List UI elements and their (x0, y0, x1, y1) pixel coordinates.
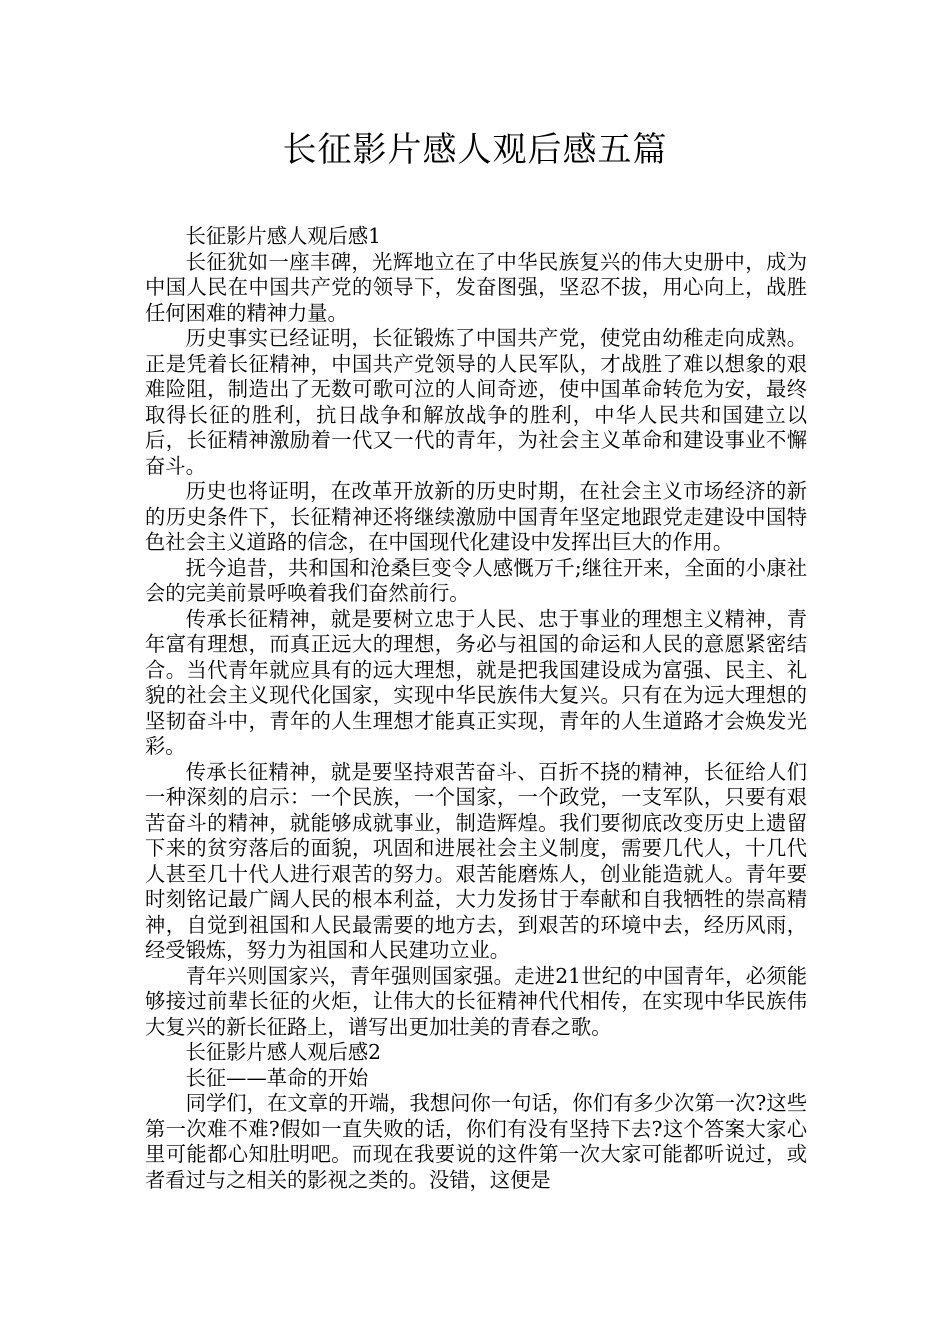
body-paragraph: 传承长征精神，就是要坚持艰苦奋斗、百折不挠的精神，长征给人们一种深刻的启示：一个民族，一个国家，一个政党，一支军队，只要有艰苦奋斗的精神，就能够成就事业，制造辉煌。我们要彻底改变历史上遗留下来的贫穷落后的面貌，巩固和进展社会主义制度，需要几代人，十几代人甚至几十代人进行艰苦的努力。艰苦能磨炼人，创业能造就人。青年要时刻铭记最广阔人民的根本利益，大力发扬甘于奉献和自我牺牲的崇高精神，自觉到祖国和人民最需要的地方去，到艰苦的环境中去，经历风雨，经受锻炼，努力为祖国和人民建功立业。 (145, 759, 807, 962)
body-paragraph: 历史事实已经证明，长征锻炼了中国共产党，使党由幼稚走向成熟。正是凭着长征精神，中国共产党领导的人民军队，才战胜了难以想象的艰难险阻，制造出了无数可歌可泣的人间奇迹，使中国革命转危为安，最终取得长征的胜利，抗日战争和解放战争的胜利，中华人民共和国建立以后，长征精神激励着一代又一代的青年，为社会主义革命和建设事业不懈奋斗。 (145, 326, 807, 478)
section-heading-1: 长征影片感人观后感1 (185, 224, 382, 248)
section-heading-2: 长征影片感人观后感2 (185, 1040, 382, 1064)
body-paragraph: 长征犹如一座丰碑，光辉地立在了中华民族复兴的伟大史册中，成为中国人民在中国共产党的领导下，发奋图强，坚忍不拔，用心向上，战胜任何困难的精神力量。 (145, 249, 807, 325)
body-paragraph: 传承长征精神，就是要树立忠于人民、忠于事业的理想主义精神，青年富有理想，而真正远大的理想，务必与祖国的命运和人民的意愿紧密结合。当代青年就应具有的远大理想，就是把我国建设成为富强、民主、礼貌的社会主义现代化国家，实现中华民族伟大复兴。只有在为远大理想的坚韧奋斗中，青年的人生理想才能真正实现，青年的人生道路才会焕发光彩。 (145, 606, 807, 758)
body-paragraph: 青年兴则国家兴，青年强则国家强。走进21世纪的中国青年，必须能够接过前辈长征的火炬，让伟大的长征精神代代相传，在实现中华民族伟大复兴的新长征路上，谱写出更加壮美的青春之歌。 (145, 963, 807, 1039)
document-title: 长征影片感人观后感五篇 (282, 130, 668, 170)
body-paragraph: 历史也将证明，在改革开放新的历史时期，在社会主义市场经济的新的历史条件下，长征精神还将继续激励中国青年坚定地跟党走建设中国特色社会主义道路的信念，在中国现代化建设中发挥出巨大的作用。 (145, 479, 807, 554)
section-subtitle: 长征——革命的开始 (185, 1065, 369, 1090)
body-paragraph: 抚今追昔，共和国和沧桑巨变令人感慨万千;继往开来，全面的小康社会的完美前景呼唤着我们奋然前行。 (145, 555, 807, 605)
document-body (145, 224, 807, 1193)
body-paragraph: 同学们，在文章的开端，我想问你一句话，你们有多少次第一次?这些第一次难不难?假如一直失败的话，你们有没有坚持下去?这个答案大家心里可能都心知肚明吧。而现在我要说的这件第一次大家可能都听说过，或者看过与之相关的影视之类的。没错，这便是 (145, 1091, 807, 1192)
